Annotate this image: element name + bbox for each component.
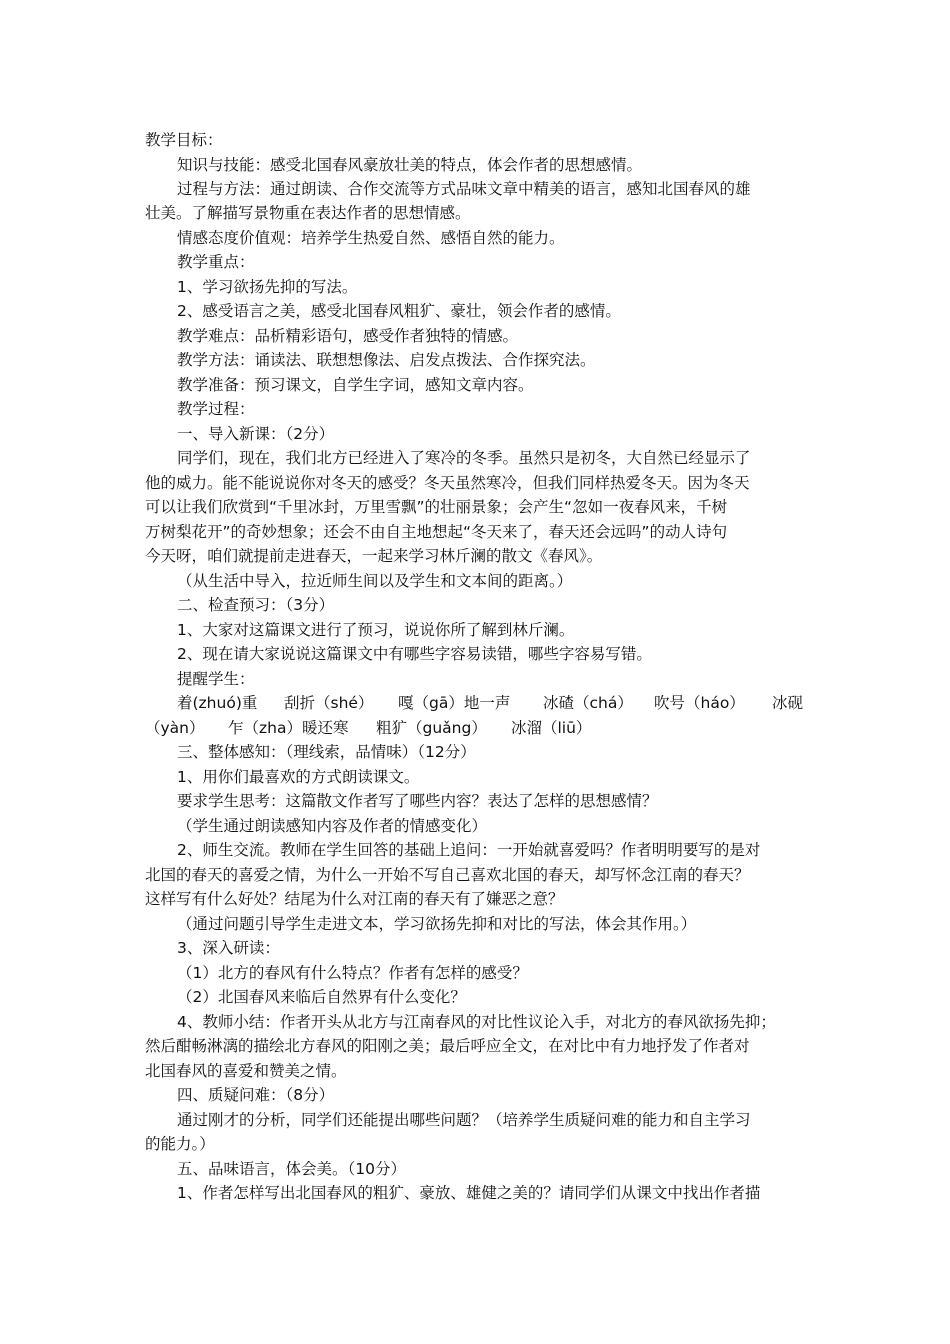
section-heading: 五、品味语言，体会美。（10分） (177, 1160, 406, 1178)
list-item: 4、教师小结：作者开头从北方与江南春风的对比性议论入手，对北方的春风欲扬先抑； (177, 1013, 776, 1031)
list-item: 2、师生交流。教师在学生回答的基础上追问：一开始就喜爱吗？作者明明要写的是对 (177, 841, 761, 859)
pronunciation-item: 着(zhuó)重 (177, 694, 258, 712)
paragraph-line: 的能力。） (145, 1135, 215, 1153)
section-heading-key-points: 教学重点： (177, 253, 255, 271)
pronunciation-item: 乍（zha）暖还寒 (228, 719, 349, 737)
paragraph-line: 万树梨花开”的奇妙想象；还会不由自主地想起“冬天来了，春天还会远吗”的动人诗句 (145, 523, 728, 541)
paragraph-line: 提醒学生： (177, 670, 255, 688)
paragraph-line: 北国的春天的喜爱之情，为什么一开始不写自己喜欢北国的春天，却写怀念江南的春天？ (145, 866, 750, 884)
paragraph-line: 北国春风的喜爱和赞美之情。 (145, 1062, 347, 1080)
section-heading: 四、质疑问难：（8分） (177, 1086, 335, 1104)
paragraph-line: 知识与技能：感受北国春风豪放壮美的特点，体会作者的思想感情。 (177, 156, 643, 174)
paragraph-line: 教学准备：预习课文，自学生字词，感知文章内容。 (177, 376, 534, 394)
list-item: 2、感受语言之美，感受北国春风粗犷、豪壮，领会作者的感情。 (177, 302, 621, 320)
list-item: （1）北方的春风有什么特点？作者有怎样的感受？ (177, 964, 528, 982)
pronunciation-item: 嘎（gā）地一声 (398, 694, 511, 712)
paragraph-line: 过程与方法：通过朗读、合作交流等方式品味文章中精美的语言，感知北国春风的雄 (177, 180, 751, 198)
section-heading-objectives: 教学目标： (145, 131, 223, 149)
paragraph-line: 这样写有什么好处？结尾为什么对江南的春天有了嫌恶之意？ (145, 890, 564, 908)
list-item: 1、用你们最喜欢的方式朗读课文。 (177, 768, 420, 786)
section-heading-process: 教学过程： (177, 400, 255, 418)
pronunciation-item: 吹号（háo） (654, 694, 745, 712)
paragraph-line: （通过问题引导学生走进文本，学习欲扬先抑和对比的写法，体会其作用。） (177, 915, 697, 933)
list-item: 3、深入研读： (177, 939, 280, 957)
section-heading: 二、检查预习：（3分） (177, 596, 335, 614)
pronunciation-item: 粗犷（guǎng） (376, 719, 487, 737)
section-heading: 一、导入新课：（2分） (177, 425, 335, 443)
paragraph-line: 同学们，现在，我们北方已经进入了寒冷的冬季。虽然只是初冬，大自然已经显示了 (177, 449, 751, 467)
list-item: 2、现在请大家说说这篇课文中有哪些字容易读错，哪些字容易写错。 (177, 645, 652, 663)
list-item: （2）北国春风来临后自然界有什么变化？ (177, 988, 466, 1006)
pronunciation-item: 冰溜（liū） (511, 719, 592, 737)
paragraph-line: 情感态度价值观：培养学生热爱自然、感悟自然的能力。 (177, 229, 565, 247)
paragraph-line: 教学难点：品析精彩语句，感受作者独特的情感。 (177, 327, 519, 345)
list-item: 1、大家对这篇课文进行了预习，说说你所了解到林斤澜。 (177, 621, 575, 639)
pronunciation-item: 冰碴（chá） (543, 694, 633, 712)
pronunciation-item: 冰砚 (772, 694, 804, 712)
list-item: 1、作者怎样写出北国春风的粗犷、豪放、雄健之美的？请同学们从课文中找出作者描 (177, 1184, 761, 1202)
paragraph-line: 今天呀，咱们就提前走进春天，一起来学习林斤澜的散文《春风》。 (145, 547, 603, 565)
paragraph-line: 可以让我们欣赏到“千里冰封，万里雪飘”的壮丽景象；会产生“忽如一夜春风来，千树 (145, 498, 728, 516)
paragraph-line: 壮美。了解描写景物重在表达作者的思想情感。 (145, 204, 471, 222)
paragraph-line: 教学方法：诵读法、联想想像法、启发点拨法、合作探究法。 (177, 351, 596, 369)
paragraph-line: 要求学生思考：这篇散文作者写了哪些内容？表达了怎样的思想感情？ (177, 792, 658, 810)
paragraph-line: （从生活中导入，拉近师生间以及学生和文本间的距离。） (177, 572, 573, 590)
section-heading: 三、整体感知：（理线索，品情味）（12分） (177, 743, 476, 761)
paragraph-line: 然后酣畅淋漓的描绘北方春风的阳刚之美；最后呼应全文，在对比中有力地抒发了作者对 (145, 1037, 750, 1055)
pronunciation-item: （yàn） (145, 719, 205, 737)
list-item: 1、学习欲扬先抑的写法。 (177, 278, 358, 296)
paragraph-line: 他的威力。能不能说说你对冬天的感受？冬天虽然寒冷，但我们同样热爱冬天。因为冬天 (145, 474, 750, 492)
paragraph-line: （学生通过朗读感知内容及作者的情感变化） (177, 817, 488, 835)
pronunciation-item: 刮折（shé） (284, 694, 374, 712)
paragraph-line: 通过刚才的分析，同学们还能提出哪些问题？（培养学生质疑问难的能力和自主学习 (177, 1111, 751, 1129)
